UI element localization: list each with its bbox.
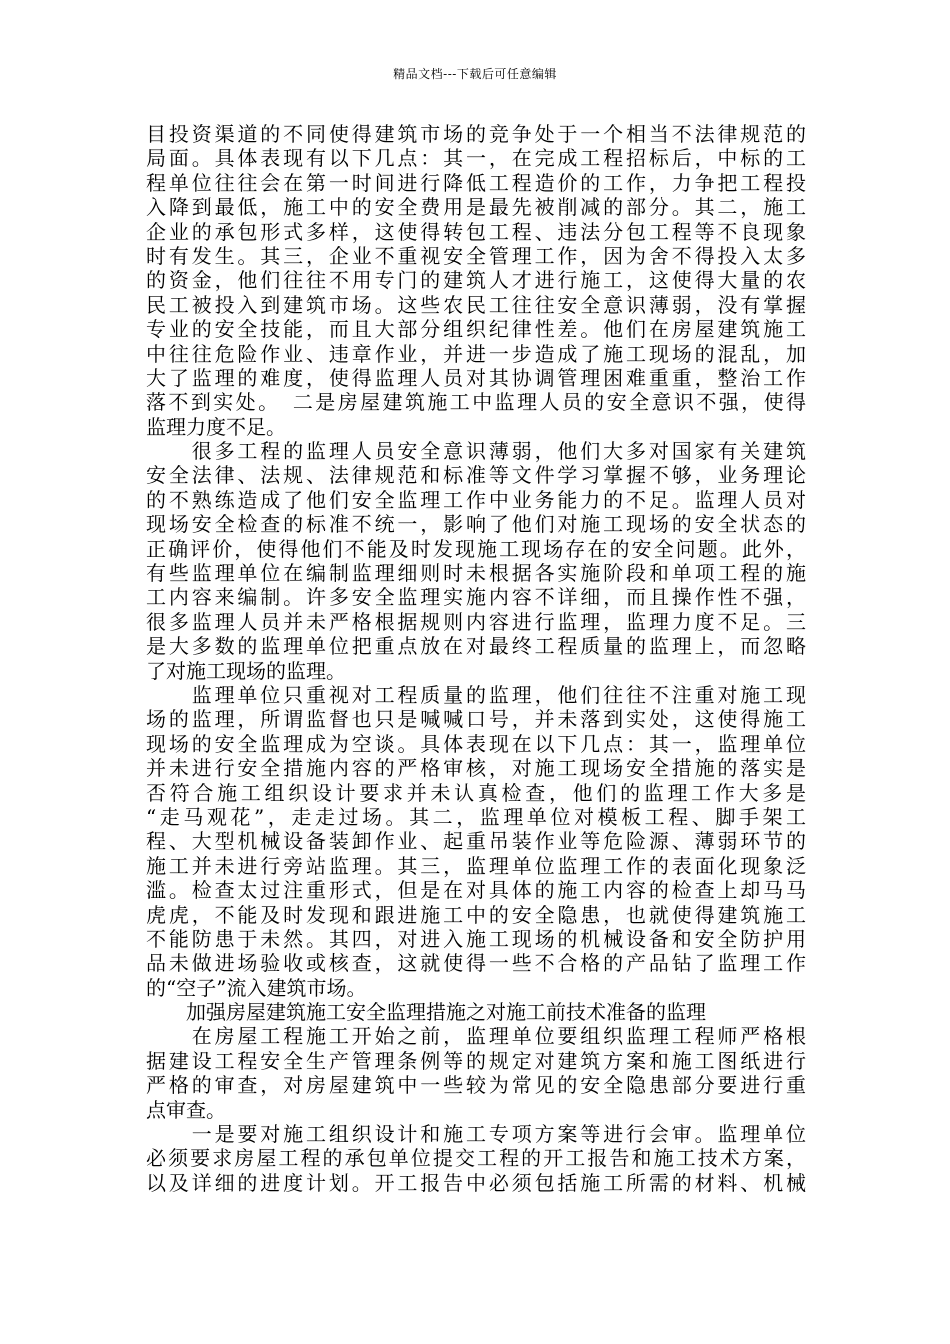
text-line: 有些监理单位在编制监理细则时未根据各实施阶段和单项工程的施 bbox=[146, 561, 806, 586]
text-line: 工内容来编制。许多安全监理实施内容不详细，而且操作性不强， bbox=[146, 585, 806, 610]
text-line: 目投资渠道的不同使得建筑市场的竞争处于一个相当不法律规范的 bbox=[146, 122, 806, 146]
text-line: 据建设工程安全生产管理条例等的规定对建筑方案和施工图纸进行 bbox=[146, 1048, 806, 1073]
text-line: 企业的承包形式多样，这使得转包工程、违法分包工程等不良现象 bbox=[146, 219, 806, 244]
text-line: 很多工程的监理人员安全意识薄弱，他们大多对国家有关建筑 bbox=[146, 439, 806, 464]
text-line: 施工并未进行旁站监理。其三，监理单位监理工作的表面化现象泛 bbox=[146, 853, 806, 878]
text-line: 程单位往往会在第一时间进行降低工程造价的工作，力争把工程投 bbox=[146, 170, 806, 195]
text-line: 了对施工现场的监理。 bbox=[146, 658, 346, 683]
text-line: 监理力度不足。 bbox=[146, 414, 286, 439]
text-line: 在房屋工程施工开始之前，监理单位要组织监理工程师严格根 bbox=[146, 1024, 806, 1049]
text-line: 安全法律、法规、法律规范和标准等文件学习掌握不够，业务理论 bbox=[146, 463, 806, 488]
text-line: 民工被投入到建筑市场。这些农民工往往安全意识薄弱，没有掌握 bbox=[146, 292, 806, 317]
text-line: 是大多数的监理单位把重点放在对最终工程质量的监理上，而忽略 bbox=[146, 634, 806, 659]
text-line: 落不到实处。 二是房屋建筑施工中监理人员的安全意识不强，使得 bbox=[146, 390, 806, 415]
text-line: 虎虎，不能及时发现和跟进施工中的安全隐患，也就使得建筑施工 bbox=[146, 902, 806, 927]
text-line: 以及详细的进度计划。开工报告中必须包括施工所需的材料、机械 bbox=[146, 1170, 806, 1195]
text-line: 时有发生。其三，企业不重视安全管理工作，因为舍不得投入太多 bbox=[146, 243, 806, 268]
text-line: 场的监理，所谓监督也只是喊喊口号，并未落到实处，这使得施工 bbox=[146, 707, 806, 732]
text-line: 专业的安全技能，而且大部分组织纪律性差。他们在房屋建筑施工 bbox=[146, 317, 806, 342]
text-line: 一是要对施工组织设计和施工专项方案等进行会审。监理单位 bbox=[146, 1122, 806, 1147]
text-line: 品未做进场验收或核查，这就使得一些不合格的产品钻了监理工作 bbox=[146, 951, 806, 976]
text-line: 中往往危险作业、违章作业，并进一步造成了施工现场的混乱，加 bbox=[146, 341, 806, 366]
document-body bbox=[146, 122, 806, 1195]
text-line: 加强房屋建筑施工安全监理措施之对施工前技术准备的监理 bbox=[146, 1000, 706, 1025]
text-line: 的资金，他们往往不用专门的建筑人才进行施工，这使得大量的农 bbox=[146, 268, 806, 293]
page-header: 精品文档---下载后可任意编辑 bbox=[393, 67, 557, 81]
text-line: 的不熟练造成了他们安全监理工作中业务能力的不足。监理人员对 bbox=[146, 487, 806, 512]
text-line: 大了监理的难度，使得监理人员对其协调管理困难重重，整治工作 bbox=[146, 365, 806, 390]
text-line: 否符合施工组织设计要求并未认真检查，他们的监理工作大多是 bbox=[146, 780, 806, 805]
text-line: 点审查。 bbox=[146, 1097, 226, 1122]
text-line: “走马观花”，走走过场。其二，监理单位对模板工程、脚手架工 bbox=[146, 804, 806, 829]
text-line: 入降到最低，施工中的安全费用是最先被削减的部分。其二，施工 bbox=[146, 195, 806, 220]
text-line: 滥。检查太过注重形式，但是在对具体的施工内容的检查上却马马 bbox=[146, 878, 806, 903]
text-line: 监理单位只重视对工程质量的监理，他们往往不注重对施工现 bbox=[146, 682, 806, 707]
text-line: 现场安全检查的标准不统一，影响了他们对施工现场的安全状态的 bbox=[146, 512, 806, 537]
text-line: 现场的安全监理成为空谈。具体表现在以下几点：其一，监理单位 bbox=[146, 731, 806, 756]
text-line: 并未进行安全措施内容的严格审核，对施工现场安全措施的落实是 bbox=[146, 756, 806, 781]
text-line: 不能防患于未然。其四，对进入施工现场的机械设备和安全防护用 bbox=[146, 926, 806, 951]
text-line: 必须要求房屋工程的承包单位提交工程的开工报告和施工技术方案， bbox=[146, 1146, 806, 1171]
text-line: 局面。具体表现有以下几点：其一，在完成工程招标后，中标的工 bbox=[146, 146, 806, 171]
text-line: 严格的审查，对房屋建筑中一些较为常见的安全隐患部分要进行重 bbox=[146, 1073, 806, 1098]
text-line: 程、大型机械设备装卸作业、起重吊装作业等危险源、薄弱环节的 bbox=[146, 829, 806, 854]
text-line: 很多监理人员并未严格根据规则内容进行监理，监理力度不足。三 bbox=[146, 609, 806, 634]
text-line: 的“空子”流入建筑市场。 bbox=[146, 975, 367, 1000]
text-line: 正确评价，使得他们不能及时发现施工现场存在的安全问题。此外， bbox=[146, 536, 806, 561]
